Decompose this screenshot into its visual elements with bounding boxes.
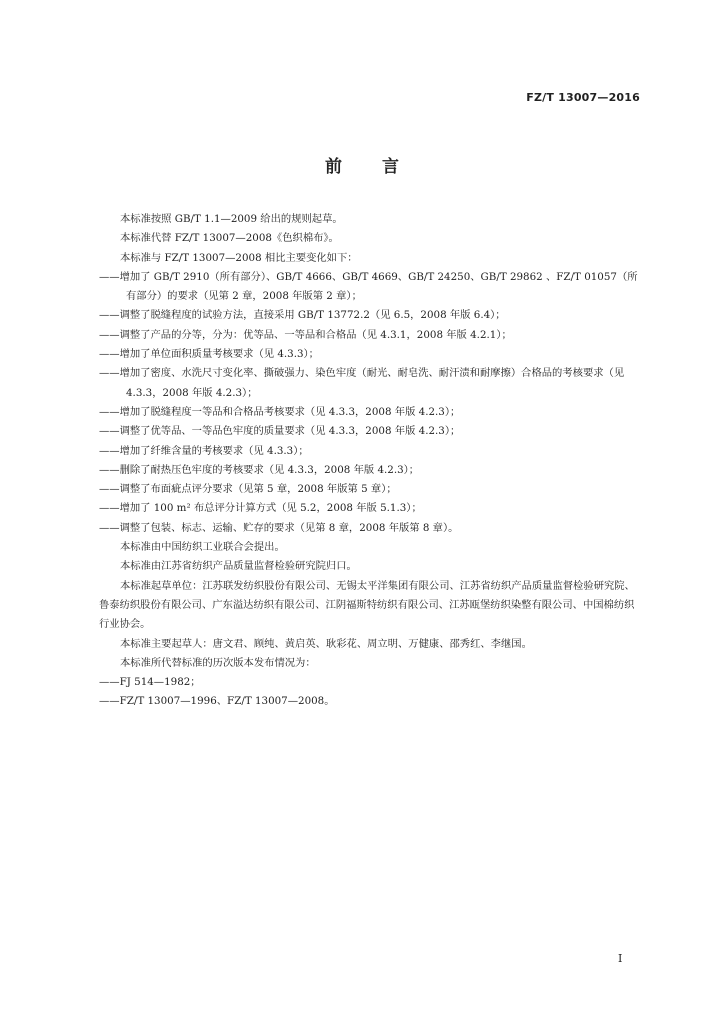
change-item: ——调整了产品的分等，分为：优等品、一等品和合格品（见 4.3.1，2008 年版 4.2.1）；	[99, 328, 512, 341]
change-item: ——增加了 100 m² 布总评分计算方式（见 5.2，2008 年版 5.1.3）；	[99, 502, 422, 515]
change-item: ——增加了脱缝程度一等品和合格品考核要求（见 4.3.3，2008 年版 4.2.3）；	[99, 405, 461, 418]
page-number: I	[618, 952, 623, 965]
change-item: ——调整了优等品、一等品色牢度的质量要求（见 4.3.3，2008 年版 4.2.3）；	[99, 425, 461, 438]
title-char-2: 言	[382, 157, 399, 177]
change-item: ——调整了包装、标志、运输、贮存的要求（见第 8 章，2008 年版第 8 章）。	[99, 521, 459, 534]
change-item: ——删除了耐热压色牢度的考核要求（见 4.3.3，2008 年版 4.2.3）；	[99, 463, 420, 476]
paragraph-proposed-by: 本标准由中国纺织工业联合会提出。	[120, 541, 285, 554]
change-item: ——增加了密度、水洗尺寸变化率、撕破强力、染色牢度（耐光、耐皂洗、耐汗渍和耐摩擦）合格品的考核要求（见 4.3.3，2008 年版 4.2.3）；	[99, 367, 625, 399]
paragraph-replaces: 本标准代替 FZ/T 13007—2008《色织棉布》。	[120, 232, 339, 245]
change-item: ——增加了纤维含量的考核要求（见 4.3.3）；	[99, 444, 309, 457]
change-item: ——调整了脱缝程度的试验方法，直接采用 GB/T 13772.2（见 6.5，2008 年版 6.4）；	[99, 309, 506, 322]
standard-code: FZ/T 13007—2016	[526, 91, 640, 104]
change-item: ——调整了布面疵点评分要求（见第 5 章，2008 年版第 5 章）；	[99, 483, 397, 496]
foreword-body	[99, 210, 643, 712]
paragraph-drafting-units: 本标准起草单位：江苏联发纺织股份有限公司、无锡太平洋集团有限公司、江苏省纺织产品质量监督检验研究院、鲁泰纺织股份有限公司、广东溢达纺织有限公司、江阴福斯特纺织有限公司、江苏瓯堡纺织染整有限公司、中国棉纺织行业协会。	[99, 579, 635, 631]
history-item: ——FJ 514—1982；	[99, 676, 201, 689]
change-item: ——增加了单位面积质量考核要求（见 4.3.3）；	[99, 348, 319, 361]
paragraph-history-intro: 本标准所代替标准的历次版本发布情况为：	[120, 656, 316, 669]
paragraph-administered-by: 本标准由江苏省纺织产品质量监督检验研究院归口。	[120, 560, 357, 573]
paragraph-drafters: 本标准主要起草人：唐文君、顾纯、黄启英、耿彩花、周立明、万健康、邵秀红、李继国。	[120, 637, 532, 650]
history-item: ——FZ/T 13007—1996、FZ/T 13007—2008。	[99, 695, 335, 708]
paragraph-changes-intro: 本标准与 FZ/T 13007—2008 相比主要变化如下：	[120, 251, 358, 264]
title-char-1: 前	[325, 157, 342, 177]
change-item: ——增加了 GB/T 2910（所有部分）、GB/T 4666、GB/T 4669、GB/T 24250、GB/T 29862 、FZ/T 01057（所有部分）的要求（见第 2 章，2008 年版第 2 章）；	[99, 270, 638, 303]
page-title	[0, 152, 724, 177]
paragraph-drafting-rules: 本标准按照 GB/T 1.1—2009 给出的规则起草。	[120, 213, 343, 225]
